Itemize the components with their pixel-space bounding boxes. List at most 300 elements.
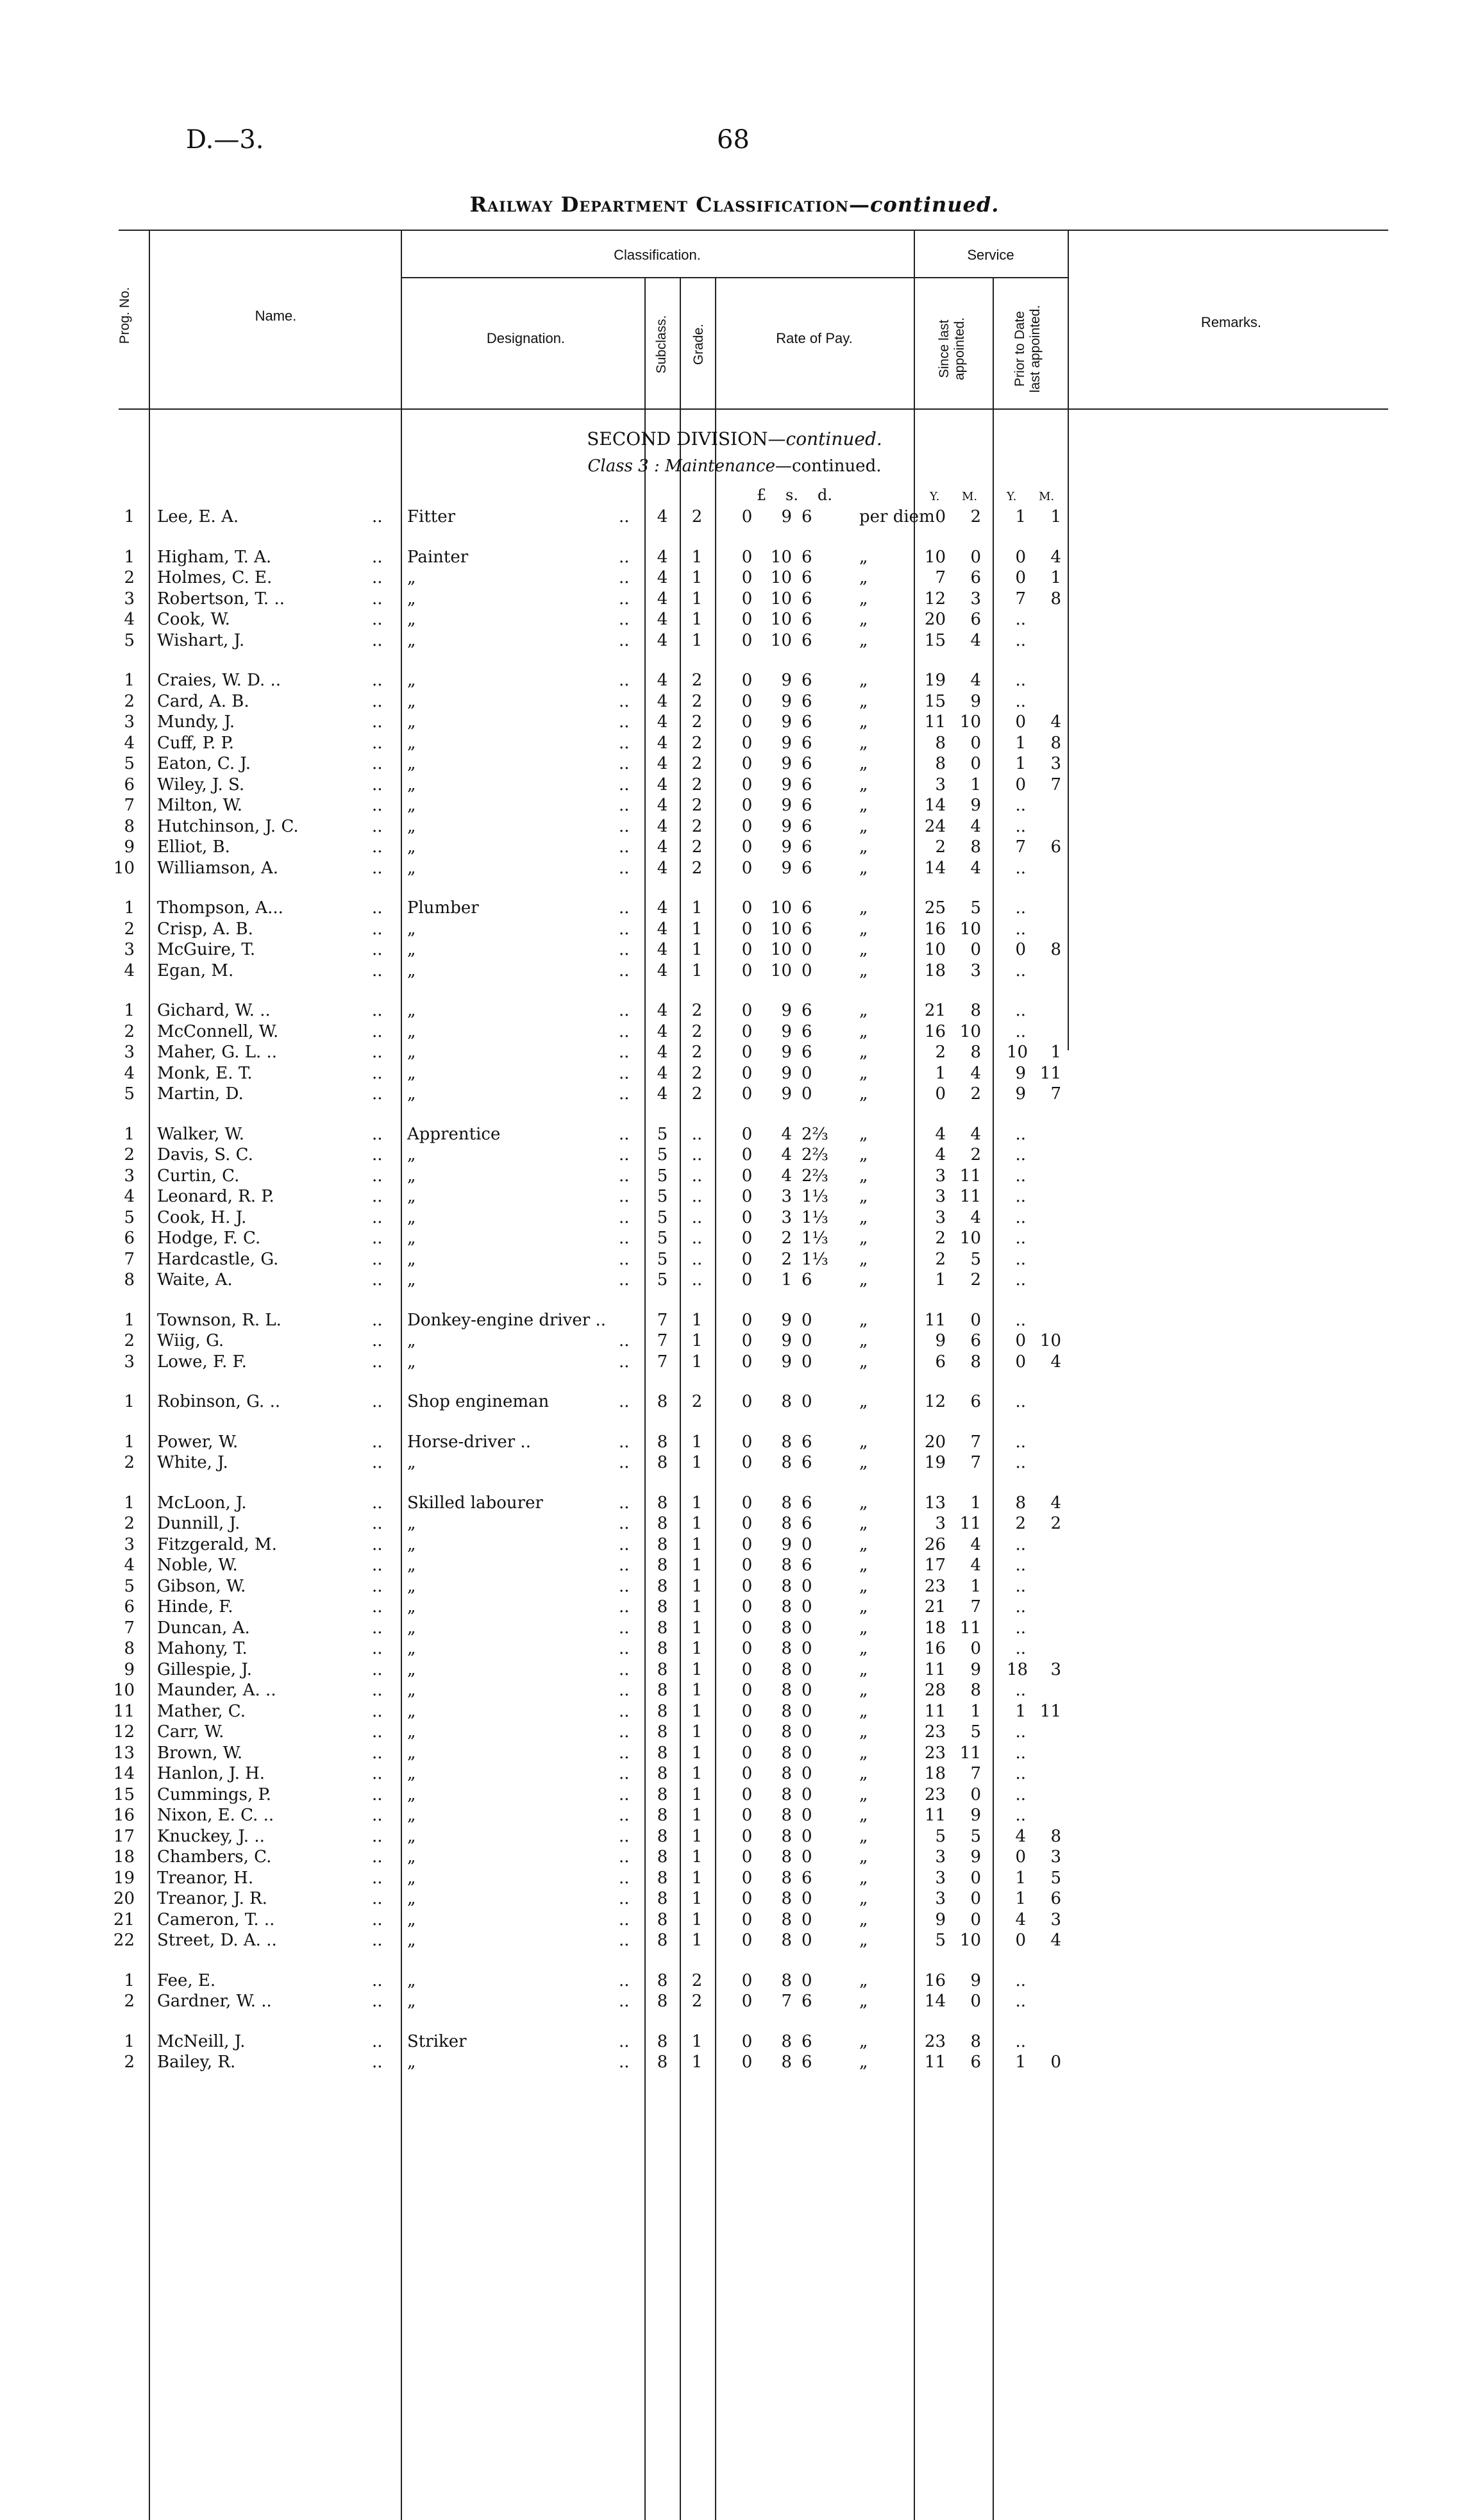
cell-grade: 1 [691,1847,703,1867]
leader-dots: .. [372,1453,383,1472]
cell-per: „ [859,712,868,732]
cell-name: Hutchinson, J. C. [157,816,299,836]
cell-since-months: 6 [970,2053,981,2072]
cell-pounds: 0 [741,1576,753,1596]
cell-since-months: 0 [970,547,981,567]
cell-subclass: 4 [657,1084,668,1104]
cell-grade: 1 [691,1806,703,1825]
cell-shillings: 8 [781,1514,792,1533]
cell-since-years: 20 [924,1432,946,1452]
cell-designation: „ [407,691,416,711]
cell-shillings: 10 [770,940,792,959]
cell-name: Higham, T. A. [157,547,272,567]
cell-grade: 2 [691,837,703,857]
cell-since-years: 11 [924,1701,946,1721]
table-row [0,1310,1469,1331]
cell-designation: „ [407,712,416,732]
cell-prior-months: 6 [1050,837,1061,857]
cell-pounds: 0 [741,733,753,753]
leader-dots: .. [372,712,383,732]
cell-prog-no: 4 [124,1187,135,1206]
cell-pounds: 0 [741,671,753,690]
cell-designation: „ [407,1207,416,1227]
cell-designation: „ [407,1514,416,1533]
leader-dots: .. [372,1701,383,1721]
cell-pence: 0 [802,1806,812,1825]
cell-designation: Striker [407,2031,467,2051]
cell-grade: 1 [691,1618,703,1638]
unit-months-1: M. [962,490,978,503]
cell-shillings: 9 [781,796,792,815]
cell-per: „ [859,1722,868,1742]
cell-since-years: 19 [924,1453,946,1472]
cell-shillings: 8 [781,1826,792,1846]
cell-pounds: 0 [741,1868,753,1888]
cell-name: Cummings, P. [157,1785,272,1804]
leader-dots: .. [619,671,630,690]
cell-prior-years: .. [1015,961,1026,980]
cell-prior-months: 1 [1050,1043,1061,1062]
cell-prog-no: 6 [124,1597,135,1617]
cell-prog-no: 13 [113,1743,135,1763]
cell-designation: „ [407,1910,416,1929]
cell-prior-years: .. [1015,816,1026,836]
cell-pounds: 0 [741,940,753,959]
cell-since-months: 1 [970,775,981,794]
cell-subclass: 4 [657,1021,668,1041]
leader-dots: .. [619,1868,630,1888]
cell-prior-years: .. [1015,1249,1026,1269]
col-designation: Designation. [486,330,566,346]
cell-prior-months: 1 [1050,568,1061,587]
table-row [0,567,1469,588]
cell-since-years: 3 [935,1207,946,1227]
cell-prog-no: 10 [113,1681,135,1700]
cell-prog-no: 1 [124,1493,135,1513]
leader-dots: .. [619,1722,630,1742]
cell-prior-years: .. [1015,1207,1026,1227]
cell-per: „ [859,1493,868,1513]
cell-prior-years: 1 [1015,1868,1026,1888]
cell-prior-years: 0 [1015,775,1026,794]
table-row [0,1743,1469,1763]
cell-subclass: 4 [657,671,668,690]
cell-prog-no: 2 [124,1514,135,1533]
leader-dots: .. [619,919,630,939]
cell-shillings: 8 [781,1722,792,1742]
leader-dots: .. [619,858,630,878]
leader-dots: .. [619,547,630,567]
leader-dots: .. [372,1639,383,1658]
table-row [0,1763,1469,1784]
cell-shillings: 9 [781,754,792,773]
cell-grade: 1 [691,568,703,587]
cell-since-months: 4 [970,671,981,690]
cell-grade: .. [691,1145,703,1164]
table-row [0,2052,1469,2072]
cell-grade: .. [691,1229,703,1248]
cell-shillings: 8 [781,1910,792,1929]
table-row [0,630,1469,651]
cell-since-years: 0 [935,1084,946,1104]
leader-dots: .. [372,1889,383,1908]
cell-subclass: 5 [657,1166,668,1186]
leader-dots: .. [372,1187,383,1206]
table-row [0,753,1469,774]
cell-grade: 1 [691,898,703,918]
leader-dots: .. [619,1701,630,1721]
cell-pounds: 0 [741,1889,753,1908]
cell-subclass: 5 [657,1207,668,1227]
cell-subclass: 8 [657,1722,668,1742]
cell-subclass: 4 [657,816,668,836]
cell-designation: „ [407,610,416,629]
cell-prog-no: 2 [124,1145,135,1164]
cell-prior-months: 7 [1050,775,1061,794]
cell-prog-no: 18 [113,1847,135,1867]
cell-since-years: 11 [924,1310,946,1330]
cell-per: „ [859,610,868,629]
cell-per: „ [859,919,868,939]
leader-dots: .. [619,2053,630,2072]
cell-since-months: 0 [970,754,981,773]
cell-per: „ [859,1618,868,1638]
cell-grade: 1 [691,1432,703,1452]
cell-since-months: 0 [970,1785,981,1804]
cell-pounds: 0 [741,507,753,526]
cell-subclass: 4 [657,1001,668,1020]
cell-pence: 6 [802,1514,812,1533]
cell-pounds: 0 [741,1639,753,1658]
cell-since-months: 9 [970,1847,981,1867]
cell-subclass: 5 [657,1187,668,1206]
cell-since-months: 1 [970,1701,981,1721]
leader-dots: .. [619,1187,630,1206]
cell-since-months: 0 [970,1310,981,1330]
cell-per: „ [859,1229,868,1248]
cell-designation: „ [407,1063,416,1083]
cell-prog-no: 22 [113,1931,135,1950]
cell-grade: .. [691,1166,703,1186]
cell-pence: 0 [802,1392,812,1411]
cell-grade: 2 [691,507,703,526]
leader-dots: .. [372,568,383,587]
col-name: Name. [255,308,297,324]
cell-prior-years: .. [1015,1764,1026,1783]
cell-grade: 1 [691,1331,703,1350]
cell-name: Cameron, T. .. [157,1910,275,1929]
table-row [0,919,1469,939]
cell-designation: „ [407,919,416,939]
cell-designation: „ [407,1868,416,1888]
unit-pound: £ [757,486,767,504]
leader-dots: .. [372,1514,383,1533]
cell-pounds: 0 [741,1785,753,1804]
cell-prior-months: 4 [1050,1352,1061,1372]
cell-pence: 0 [802,1310,812,1330]
col-remarks: Remarks. [1200,314,1262,330]
cell-name: Hinde, F. [157,1597,233,1617]
cell-subclass: 8 [657,1826,668,1846]
cell-prog-no: 6 [124,1229,135,1248]
cell-prior-years: .. [1015,1310,1026,1330]
cell-prog-no: 19 [113,1868,135,1888]
cell-prior-years: 7 [1015,837,1026,857]
cell-prior-months: 1 [1050,507,1061,526]
table-row [0,1513,1469,1534]
cell-name: Townson, R. L. [157,1310,281,1330]
cell-since-months: 10 [959,919,981,939]
cell-since-months: 11 [959,1618,981,1638]
cell-designation: „ [407,568,416,587]
leader-dots: .. [619,568,630,587]
cell-grade: 2 [691,1063,703,1083]
cell-name: Hanlon, J. H. [157,1764,265,1783]
cell-pence: 0 [802,1084,812,1104]
table-row [0,507,1469,527]
cell-name: Dunnill, J. [157,1514,240,1533]
cell-pence: 0 [802,1722,812,1742]
leader-dots: .. [619,1432,630,1452]
cell-since-months: 6 [970,1331,981,1350]
cell-pounds: 0 [741,1764,753,1783]
cell-since-years: 24 [924,816,946,836]
table-row [0,898,1469,918]
col-prior: Prior to Date last appointed. [1012,305,1043,393]
cell-since-months: 7 [970,1453,981,1472]
cell-per: „ [859,1270,868,1289]
cell-name: Lowe, F. F. [157,1352,247,1372]
cell-prior-years: .. [1015,1392,1026,1411]
cell-since-months: 5 [970,1826,981,1846]
cell-grade: 1 [691,1534,703,1554]
cell-since-years: 7 [935,568,946,587]
cell-shillings: 8 [781,1931,792,1950]
table-row [0,1970,1469,1991]
leader-dots: .. [372,691,383,711]
cell-shillings: 8 [781,1701,792,1721]
cell-prior-years: 0 [1015,1352,1026,1372]
cell-per: „ [859,547,868,567]
cell-since-months: 9 [970,796,981,815]
cell-pence: 6 [802,919,812,939]
cell-pence: 0 [802,1931,812,1950]
cell-pence: 6 [802,754,812,773]
cell-since-years: 23 [924,1743,946,1763]
cell-since-years: 0 [935,507,946,526]
cell-since-months: 2 [970,1145,981,1164]
cell-subclass: 4 [657,568,668,587]
cell-since-months: 8 [970,1352,981,1372]
cell-name: Maunder, A. .. [157,1681,276,1700]
leader-dots: .. [372,1764,383,1783]
cell-grade: 1 [691,1556,703,1575]
cell-shillings: 8 [781,1639,792,1658]
cell-designation: „ [407,1597,416,1617]
cell-grade: 1 [691,1352,703,1372]
cell-shillings: 4 [781,1124,792,1144]
cell-per: „ [859,858,868,878]
leader-dots: .. [619,1331,630,1350]
cell-designation: „ [407,1534,416,1554]
cell-since-years: 8 [935,754,946,773]
cell-pence: 0 [802,1970,812,1990]
cell-prog-no: 4 [124,733,135,753]
cell-since-years: 12 [924,589,946,609]
cell-pence: 0 [802,1889,812,1908]
cell-since-months: 9 [970,1806,981,1825]
cell-since-years: 21 [924,1597,946,1617]
cell-shillings: 8 [781,1785,792,1804]
cell-prog-no: 9 [124,837,135,857]
table-row [0,691,1469,712]
table-row [0,1868,1469,1888]
cell-grade: 1 [691,1764,703,1783]
cell-per: „ [859,1556,868,1575]
leader-dots: .. [619,1043,630,1062]
cell-grade: 2 [691,754,703,773]
cell-shillings: 8 [781,1806,792,1825]
leader-dots: .. [372,816,383,836]
page-header-ref: D.—3. [186,125,264,155]
unit-years-2: Y. [1007,490,1017,503]
cell-since-years: 2 [935,1043,946,1062]
title-continued: continued. [869,192,1000,217]
cell-prog-no: 20 [113,1889,135,1908]
cell-shillings: 9 [781,1084,792,1104]
cell-subclass: 4 [657,775,668,794]
leader-dots: .. [372,1826,383,1846]
cell-pence: 6 [802,1453,812,1472]
cell-name: White, J. [157,1453,228,1472]
leader-dots: .. [619,1084,630,1104]
cell-name: Fee, E. [157,1970,216,1990]
cell-subclass: 4 [657,858,668,878]
table-row [0,1888,1469,1909]
cell-name: Carr, W. [157,1722,224,1742]
cell-name: Gibson, W. [157,1576,246,1596]
cell-prior-years: 0 [1015,547,1026,567]
cell-shillings: 10 [770,961,792,980]
cell-designation: „ [407,1084,416,1104]
table-row [0,1000,1469,1021]
cell-since-months: 2 [970,507,981,526]
cell-designation: „ [407,775,416,794]
cell-prior-months: 8 [1050,589,1061,609]
cell-per: „ [859,2053,868,2072]
cell-pounds: 0 [741,1931,753,1950]
cell-shillings: 8 [781,1556,792,1575]
cell-subclass: 5 [657,1124,668,1144]
cell-since-years: 3 [935,1514,946,1533]
leader-dots: .. [619,796,630,815]
cell-grade: 1 [691,1701,703,1721]
table-row [0,775,1469,795]
cell-designation: „ [407,1618,416,1638]
cell-grade: 1 [691,2031,703,2051]
leader-dots: .. [619,507,630,526]
cell-name: Waite, A. [157,1270,233,1289]
cell-designation: „ [407,1970,416,1990]
cell-designation: Shop engineman [407,1392,550,1411]
cell-pounds: 0 [741,1514,753,1533]
cell-subclass: 7 [657,1331,668,1350]
cell-since-months: 10 [959,1229,981,1248]
cell-name: Wiig, G. [157,1331,224,1350]
cell-since-years: 3 [935,1847,946,1867]
leader-dots: .. [619,1166,630,1186]
cell-subclass: 4 [657,796,668,815]
cell-grade: 2 [691,1392,703,1411]
cell-designation: „ [407,816,416,836]
cell-pounds: 0 [741,1618,753,1638]
cell-pence: 6 [802,589,812,609]
cell-prog-no: 1 [124,547,135,567]
cell-prior-years: .. [1015,1992,1026,2011]
leader-dots: .. [372,1847,383,1867]
cell-grade: 2 [691,671,703,690]
cell-designation: „ [407,1576,416,1596]
cell-prior-months: 2 [1050,1514,1061,1533]
cell-pence: 0 [802,1659,812,1679]
cell-prog-no: 1 [124,1310,135,1330]
cell-subclass: 8 [657,1764,668,1783]
cell-shillings: 9 [781,1310,792,1330]
leader-dots: .. [372,630,383,650]
cell-designation: „ [407,1043,416,1062]
cell-prior-years: .. [1015,1806,1026,1825]
cell-subclass: 8 [657,1743,668,1763]
cell-subclass: 4 [657,898,668,918]
cell-pounds: 0 [741,1063,753,1083]
cell-designation: „ [407,1701,416,1721]
cell-since-months: 5 [970,898,981,918]
cell-subclass: 4 [657,940,668,959]
leader-dots: .. [619,733,630,753]
cell-grade: 1 [691,1639,703,1658]
cell-name: Mundy, J. [157,712,235,732]
table-row [0,1249,1469,1270]
cell-since-years: 10 [924,547,946,567]
cell-since-years: 1 [935,1270,946,1289]
table-row [0,1352,1469,1372]
col-since: Since last appointed. [937,317,967,381]
cell-pounds: 0 [741,1493,753,1513]
cell-pounds: 0 [741,1001,753,1020]
cell-grade: 2 [691,1970,703,1990]
division-label: SECOND DIVISION— [587,428,786,449]
cell-prog-no: 1 [124,1124,135,1144]
leader-dots: .. [619,1618,630,1638]
cell-since-months: 1 [970,1493,981,1513]
cell-pounds: 0 [741,630,753,650]
cell-pence: 6 [802,712,812,732]
table-row [0,1680,1469,1701]
cell-prior-years: 10 [1007,1043,1028,1062]
classification-rule [401,277,914,278]
cell-prior-years: .. [1015,1639,1026,1658]
cell-prog-no: 1 [124,507,135,526]
cell-shillings: 9 [781,1001,792,1020]
cell-designation: „ [407,671,416,690]
cell-pounds: 0 [741,1743,753,1763]
leader-dots: .. [619,1145,630,1164]
cell-since-months: 7 [970,1432,981,1452]
cell-name: Robinson, G. .. [157,1392,281,1411]
cell-name: Thompson, A... [157,898,283,918]
cell-shillings: 2 [781,1229,792,1248]
cell-prog-no: 15 [113,1785,135,1804]
